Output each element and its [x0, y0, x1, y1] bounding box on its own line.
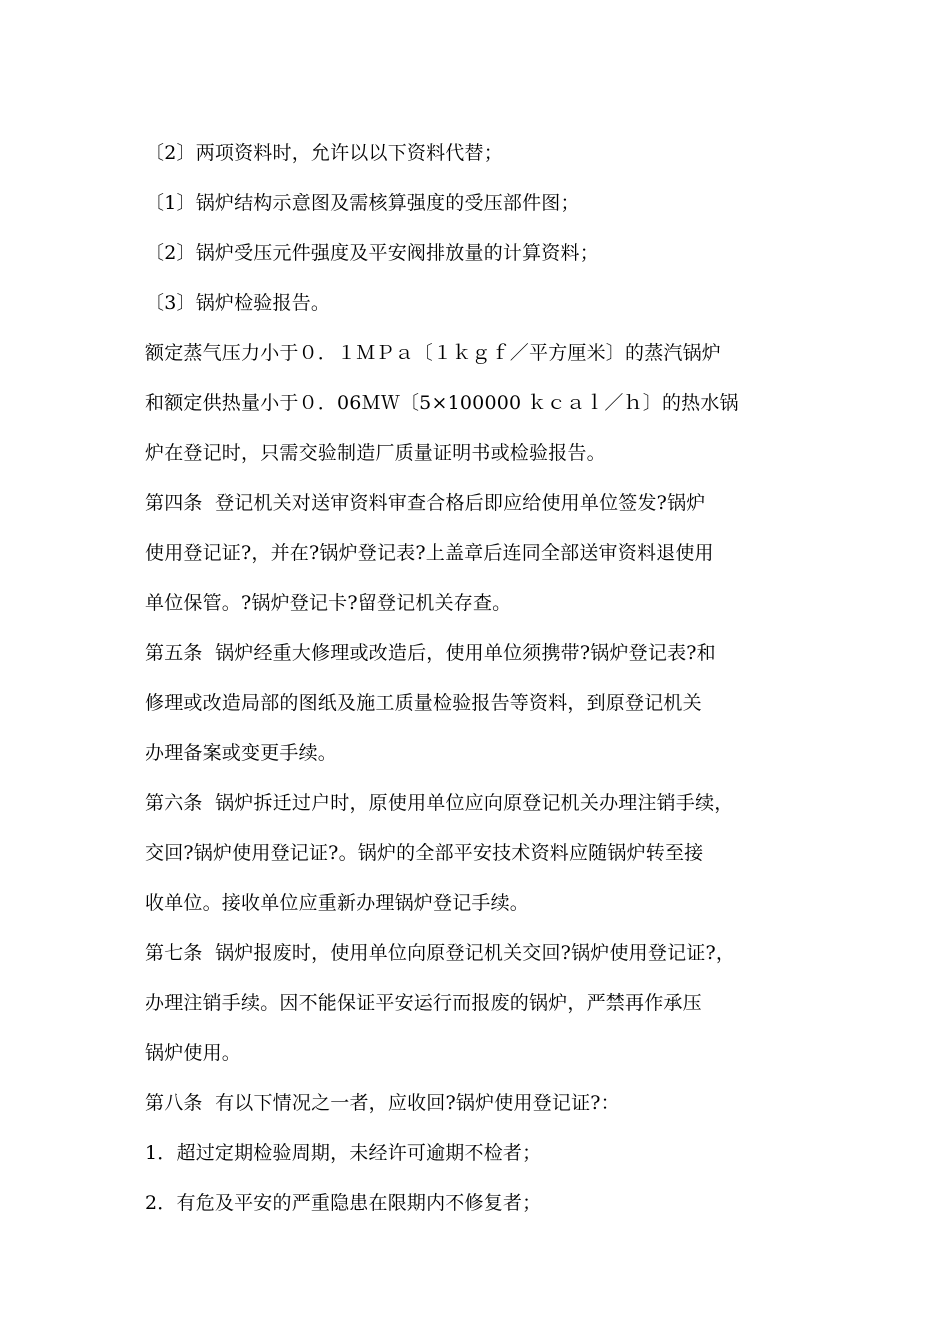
- text-line: 〔3〕锅炉检验报告。: [145, 292, 331, 314]
- text-line: 和额定供热量小于０．06ＭＷ〔5×100000 ｋｃａｌ／ｈ〕的热水锅: [145, 392, 739, 414]
- text-line: 〔2〕锅炉受压元件强度及平安阀排放量的计算资料；: [145, 242, 599, 264]
- text-line: 第四条 登记机关对送审资料审查合格后即应给使用单位签发?锅炉: [145, 492, 706, 514]
- text-line: 单位保管。?锅炉登记卡?留登记机关存查。: [145, 592, 512, 614]
- text-line: 使用登记证?，并在?锅炉登记表?上盖章后连同全部送审资料退使用: [145, 542, 714, 564]
- text-line: 交回?锅炉使用登记证?。锅炉的全部平安技术资料应随锅炉转至接: [145, 842, 704, 864]
- text-line: 办理注销手续。因不能保证平安运行而报废的锅炉，严禁再作承压: [145, 992, 702, 1014]
- text-line: 炉在登记时，只需交验制造厂质量证明书或检验报告。: [145, 442, 606, 464]
- text-line: 收单位。接收单位应重新办理锅炉登记手续。: [145, 892, 530, 914]
- text-line: 2．有危及平安的严重隐患在限期内不修复者；: [145, 1192, 542, 1214]
- text-line: 第七条 锅炉报废时，使用单位向原登记机关交回?锅炉使用登记证?，: [145, 942, 736, 964]
- text-line: 第八条 有以下情况之一者，应收回?锅炉使用登记证?：: [145, 1092, 620, 1114]
- text-line: 〔2〕两项资料时，允许以以下资料代替；: [145, 142, 503, 164]
- text-line: 第五条 锅炉经重大修理或改造后，使用单位须携带?锅炉登记表?和: [145, 642, 716, 664]
- text-line: 第六条 锅炉拆迁过户时，原使用单位应向原登记机关办理注销手续，: [145, 792, 734, 814]
- text-line: 1．超过定期检验周期，未经许可逾期不检者；: [145, 1142, 542, 1164]
- text-line: 修理或改造局部的图纸及施工质量检验报告等资料，到原登记机关: [145, 692, 702, 714]
- text-line: 锅炉使用。: [145, 1042, 242, 1064]
- text-line: 〔1〕锅炉结构示意图及需核算强度的受压部件图；: [145, 192, 580, 214]
- document-body: [145, 128, 825, 1228]
- text-line: 额定蒸气压力小于０．１ＭＰａ〔１ｋｇｆ／平方厘米〕的蒸汽锅炉: [145, 342, 722, 364]
- text-line: 办理备案或变更手续。: [145, 742, 338, 764]
